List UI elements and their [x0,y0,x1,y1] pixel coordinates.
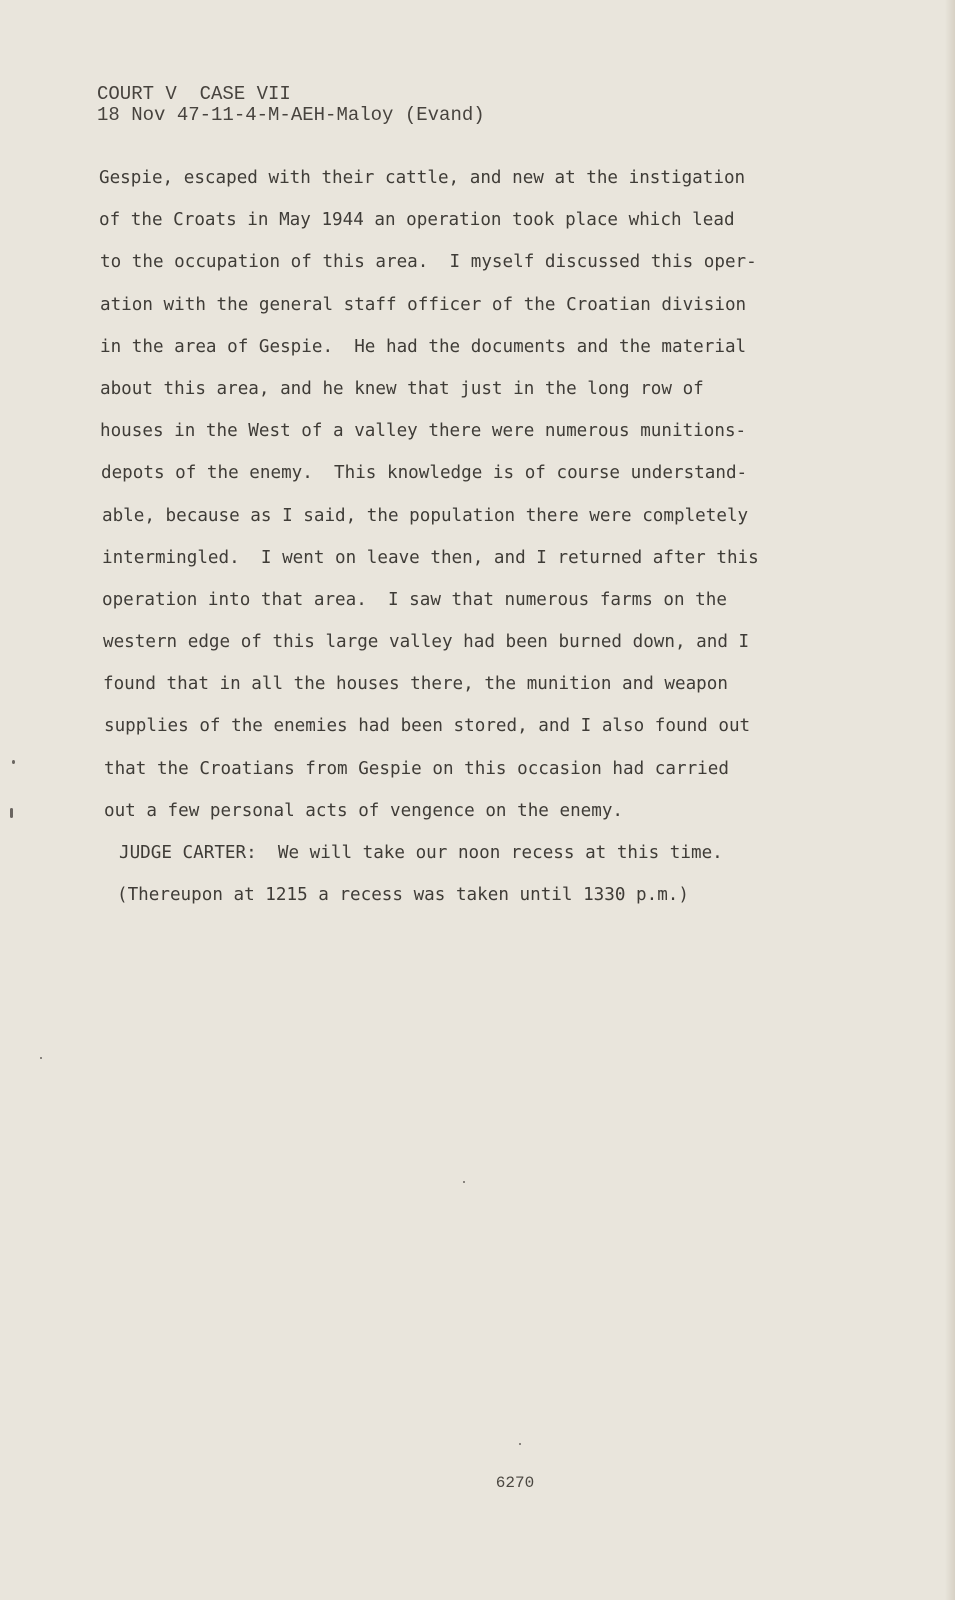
paper-speck [463,1181,465,1183]
transcript-line: ation with the general staff officer of the Croatian division [100,294,747,315]
transcript-line: to the occupation of this area. I myself discussed this oper- [100,252,757,273]
transcript-line: about this area, and he knew that just in the long row of [100,378,704,399]
page-edge-shadow [945,0,955,1600]
transcript-line: depots of the enemy. This knowledge is of course understand- [101,463,748,484]
transcript-line: western edge of this large valley had been burned down, and I [103,632,750,653]
transcript-line: intermingled. I went on leave then, and I returned after this [102,547,759,568]
header-court-case: COURT V CASE VII [97,83,291,105]
transcript-body [99,157,869,916]
transcript-line: houses in the West of a valley there were numerous munitions- [100,421,747,442]
transcript-line: found that in all the houses there, the munition and weapon [103,674,728,695]
transcript-line: Gespie, escaped with their cattle, and new at the instigation [99,168,746,188]
transcript-line: operation into that area. I saw that numerous farms on the [102,589,727,610]
transcript-line: able, because as I said, the population there were completely [102,505,749,526]
transcript-line: that the Croatians from Gespie on this occasion had carried [104,758,729,779]
recess-note-line: (Thereupon at 1215 a recess was taken until 1330 p.m.) [117,885,689,906]
transcript-line: out a few personal acts of vengence on the enemy. [104,800,624,821]
paper-speck [12,760,15,764]
page-number: 6270 [495,1474,535,1492]
transcript-line: supplies of the enemies had been stored, and I also found out [104,716,751,737]
transcript-line: of the Croats in May 1944 an operation took place which lead [99,210,735,231]
header-date-reference: 18 Nov 47-11-4-M-AEH-Maloy (Evand) [97,104,485,126]
document-header [97,84,485,126]
paper-speck [519,1443,521,1445]
transcript-line: in the area of Gespie. He had the documents and the material [100,336,747,357]
paper-speck [40,1057,42,1059]
paper-speck [10,808,13,818]
judge-statement-line: JUDGE CARTER: We will take our noon recess at this time. [119,843,723,863]
